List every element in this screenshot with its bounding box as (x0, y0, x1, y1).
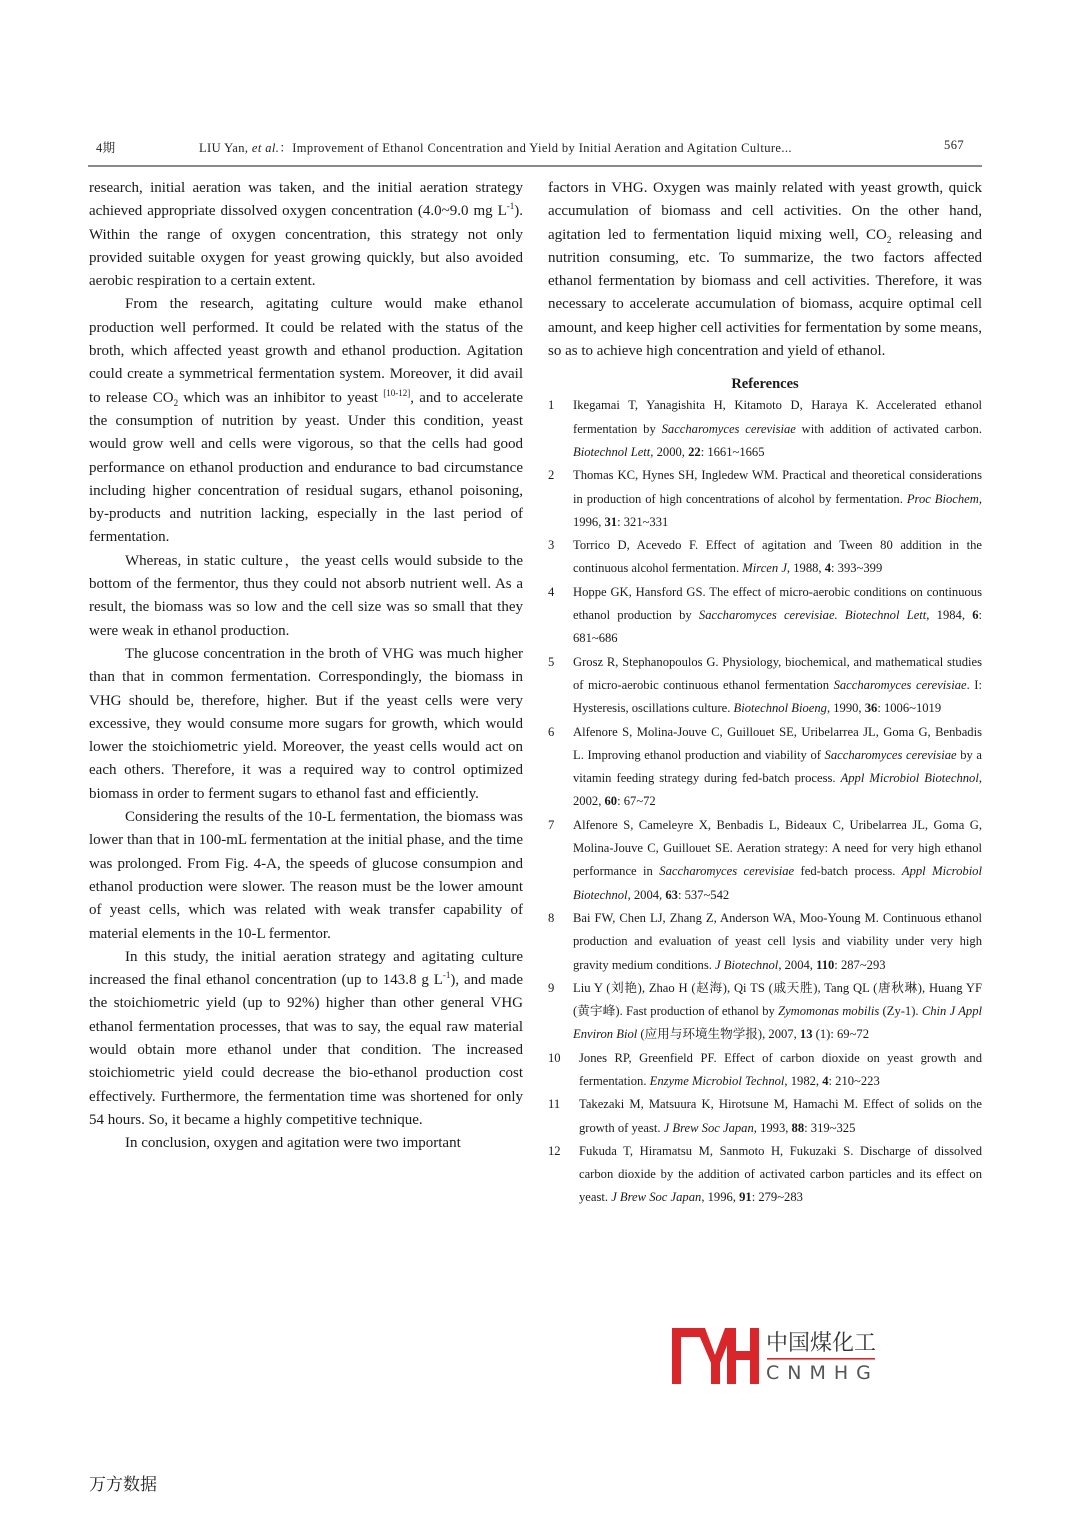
reference-journal: Enzyme Microbiol Technol (649, 1073, 785, 1088)
reference-text: Bai FW, Chen LJ, Zhang Z, Anderson WA, Moo-Young M. Continuous ethanol production and evaluation of yeast cell lysis and viability under very high gravity medium conditions. (573, 910, 982, 972)
reference-journal: Biotechnol Lett, (573, 444, 654, 459)
reference-year: , 1996, (701, 1190, 740, 1205)
running-header (88, 138, 974, 156)
reference-species: Zymomonas mobilis (778, 1004, 880, 1019)
superscript: -1 (506, 201, 515, 212)
reference-text: Hoppe GK, Hansford GS. The effect of micro-aerobic conditions on continuous ethanol production by (573, 584, 982, 623)
reference-text: Fukuda T, Hiramatsu M, Sanmoto H, Fukuzaki S. Discharge of dissolved carbon dioxide by the addition of activated carbon particles and its effect on yeast. (579, 1143, 982, 1205)
cnmhg-logo (670, 1325, 880, 1385)
reference-volume: 110 (816, 957, 835, 972)
reference-species: Saccharomyces cerevisiae (824, 747, 957, 762)
paragraph (89, 946, 523, 1132)
reference-text: Torrico D, Acevedo F. Effect of agitation and Tween 80 addition in the continuous alcohol fermentation. (573, 538, 982, 576)
reference-item (548, 977, 982, 1047)
reference-text: Ikegamai T, Yanagishita H, Kitamoto D, Haraya K. Accelerated ethanol fermentation by (573, 398, 982, 436)
reference-text: (Zy-1). (879, 1004, 922, 1019)
reference-pages: : 681~686 (573, 608, 983, 646)
reference-volume: 36 (864, 701, 878, 716)
reference-year: , 2002, (573, 771, 982, 809)
reference-year: , 2004, (778, 957, 817, 972)
reference-year: , 1993, (753, 1120, 792, 1135)
reference-volume: 88 (791, 1120, 805, 1135)
citation[interactable]: [10-12] (383, 387, 411, 398)
reference-pages: : 393~399 (831, 561, 883, 576)
text: ). Within the range of oxygen concentration, this strategy not only provided suitable oxygen for yeast growing quickly, but also avoided aerobic respiration to a certain extent. (89, 203, 523, 290)
reference-number: 5 (548, 654, 555, 669)
paragraph: Whereas, in static culture，the yeast cells would subside to the bottom of the fermentor, thus they could not absorb nutrient well. As a result, the biomass was so low and the cell size was so small that they were weak in ethanol production. (89, 552, 523, 639)
reference-text: Liu Y (刘艳), Zhao H (赵海), Qi TS (戚天胜), Tang QL (唐秋琳), Huang YF (黄宇峰). Fast production of ethanol by (573, 980, 982, 1019)
header-title: Improvement of Ethanol Concentration and Yield by Initial Aeration and Agitation Culture... (292, 141, 792, 155)
reference-journal: Biotechnol Bioeng (733, 701, 827, 716)
header-authors: LIU Yan, (199, 141, 252, 155)
watermark: 万方数据 (89, 1475, 157, 1495)
reference-pages: : 1006~1019 (877, 701, 942, 716)
reference-journal: Proc Biochem, (906, 491, 982, 506)
subscript: 2 (173, 397, 179, 408)
reference-number: 9 (548, 980, 555, 995)
reference-number: 3 (548, 538, 555, 553)
text: ), and made the stoichiometric yield (up to 92%) higher than other general VHG ethanol fermentation processes, that was to say, the equal raw material would obtain more ethanol under that condition. The increased stoichiometric yield could decrease the bio-ethanol production cost effectively. Furthermore, the fermentation time was shortened for only 54 hours. So, it became a highly competitive technique. (89, 972, 523, 1128)
reference-text: Takezaki M, Matsuura K, Hirotsune M, Hamachi M. Effect of solids on the growth of yeast. (579, 1097, 982, 1135)
superscript: -1 (442, 970, 451, 981)
logo-divider (767, 1358, 875, 1360)
reference-year: (应用与环境生物学报), 2007, (637, 1027, 800, 1042)
issue-number: 4期 (96, 141, 116, 155)
reference-journal: Appl Microbiol Biotechnol (840, 771, 979, 786)
reference-journal: Chin J Appl Environ Biol (573, 1004, 983, 1042)
subscript: 2 (886, 234, 892, 245)
reference-text: Thomas KC, Hynes SH, Ingledew WM. Practical and theoretical considerations in production of high concentrations of alcohol by fermentation. (573, 468, 982, 506)
right-column (548, 177, 982, 1210)
reference-number: 6 (548, 724, 555, 739)
reference-pages: : 287~293 (834, 957, 886, 972)
reference-item (548, 464, 982, 534)
logo-chinese-text: 中国煤化工 (766, 1331, 877, 1356)
paragraph (548, 177, 982, 363)
reference-year: 1996, (573, 514, 605, 529)
reference-item (548, 1140, 982, 1210)
reference-number: 10 (548, 1050, 561, 1065)
reference-volume: 31 (604, 514, 618, 529)
header-separator: ： (279, 141, 293, 155)
text: research, initial aeration was taken, and the initial aeration strategy achieved appropriate dissolved oxygen concentration (4.0~9.0 mg L (89, 180, 523, 220)
text: which was an inhibitor to yeast (178, 389, 384, 406)
reference-species: Saccharomyces cerevisiae (659, 864, 795, 879)
reference-text: . I: Hysteresis, oscillations culture. (573, 677, 982, 716)
header-rule (88, 165, 982, 167)
references-heading: References (731, 376, 799, 393)
logo-stroke (750, 1328, 759, 1384)
reference-item (548, 534, 982, 581)
reference-year: 2000, (653, 444, 689, 459)
paragraph: The glucose concentration in the broth of VHG was much higher than that in common fermentation. Correspondingly, the biomass in VHG should be, therefore, higher. But if the yeast cells were very excessive, they would consume more sugars for growth, which would lower the stoichiometric yield. Moreover, the yeast cells would act on each others. Therefore, it was a required way to control optimized biomass in order to ferment sugars to ethanol fast and efficiently. (89, 645, 523, 802)
reference-volume: 63 (665, 887, 678, 902)
left-column (89, 177, 523, 1155)
reference-volume: 22 (688, 444, 701, 459)
reference-species: Saccharomyces cerevisiae (833, 677, 967, 692)
page-number: 567 (944, 138, 964, 152)
reference-pages: : 321~331 (617, 514, 669, 529)
reference-year: , 2004, (627, 887, 666, 902)
reference-volume: 4 (822, 1073, 829, 1088)
reference-number: 8 (548, 910, 555, 925)
reference-text: Grosz R, Stephanopoulos G. Physiology, biochemical, and mathematical studies of micro-aerobic continuous ethanol fermentation (573, 654, 982, 692)
reference-item (548, 1047, 982, 1094)
reference-pages: : 279~283 (751, 1190, 803, 1205)
running-title (199, 138, 792, 156)
reference-number: 1 (548, 398, 555, 413)
reference-number: 7 (548, 817, 555, 832)
reference-number: 12 (548, 1143, 561, 1158)
mh-mark (672, 1328, 759, 1384)
reference-pages: : 537~542 (677, 887, 730, 902)
reference-text: fed-batch process. (794, 864, 902, 879)
reference-item (548, 721, 982, 814)
reference-number: 4 (548, 584, 555, 599)
reference-volume: 4 (824, 561, 831, 576)
reference-year: , 1990, (826, 701, 865, 716)
reference-item (548, 1093, 982, 1140)
reference-volume: 13 (799, 1027, 813, 1042)
logo-english-text: CNMHG (766, 1362, 879, 1384)
reference-item (548, 651, 982, 721)
reference-year: , 1988, (786, 561, 825, 576)
reference-pages: : 1661~1665 (700, 444, 765, 459)
reference-number: 2 (548, 468, 555, 483)
reference-pages: : 67~72 (617, 794, 656, 809)
reference-number: 11 (548, 1097, 561, 1112)
reference-pages: : 319~325 (804, 1120, 856, 1135)
paragraph (89, 177, 523, 293)
reference-volume: 91 (739, 1190, 752, 1205)
reference-text: by a vitamin feeding strategy during fed-batch process. (573, 747, 983, 786)
text: , and to accelerate the consumption of nutrition by yeast. Under this condition, yeast would grow well and cells were vigorous, so that the cells had good performance on ethanol production and endurance to bad circumstance including higher concentration of residual sugars, ethanol poisoning, by-products and nutrition lacking, especially in the last period of fermentation. (89, 389, 524, 546)
text: From the research, agitating culture would make ethanol production well performed. It could be related with the status of the broth, which affected yeast growth and ethanol production. Agitation could create a symmetrical fermentation system. Moreover, it did avail to release CO (89, 296, 523, 406)
header-et-al: et al. (251, 141, 280, 155)
reference-list (548, 394, 982, 1209)
reference-journal: Appl Microbiol Biotechnol (573, 864, 982, 902)
reference-journal: J Brew Soc Japan (663, 1120, 754, 1135)
reference-pages: (1): 69~72 (812, 1027, 869, 1042)
reference-species: Saccharomyces cerevisiae. Biotechnol Lett (698, 608, 927, 623)
reference-item (548, 581, 982, 651)
mh-logo-icon (670, 1325, 880, 1385)
reference-text: Alfenore S, Cameleyre X, Benbadis L, Bideaux C, Uribelarrea JL, Goma G, Molina-Jouve C, Guillouet SE. Aeration strategy: A need for very high ethanol performance in (573, 817, 982, 879)
text: factors in VHG. Oxygen was mainly related with yeast growth, quick accumulation of biomass and cell activities. On the other hand, agitation led to fermentation liquid mixing well, CO (548, 180, 982, 243)
reference-journal: Mircen J (742, 561, 787, 576)
reference-journal: J Biotechnol (715, 957, 779, 972)
paragraph: In conclusion, oxygen and agitation were two important (125, 1135, 461, 1152)
reference-text: with addition of activated carbon. (795, 421, 982, 436)
text: releasing and nutrition consuming, etc. To summarize, the two factors affected ethanol fermentation by biomass and cell activities. Therefore, it was necessary to accelerate accumulation of biomass, acquire optimal cell amount, and keep higher cell activities for fermentation by some means, so as to achieve high concentration and yield of ethanol. (548, 226, 982, 360)
paragraph (89, 293, 523, 549)
reference-pages: : 210~223 (828, 1073, 880, 1088)
reference-text: Jones RP, Greenfield PF. Effect of carbon dioxide on yeast growth and fermentation. (579, 1050, 982, 1088)
reference-year: , 1982, (784, 1073, 823, 1088)
reference-item (548, 907, 982, 977)
reference-year: , 1984, (926, 608, 973, 623)
reference-journal: J Brew Soc Japan (611, 1190, 702, 1205)
paragraph: Considering the results of the 10-L fermentation, the biomass was lower than that in 100-mL fermentation at the initial phase, and the time was prolonged. From Fig. 4-A, the speeds of glucose consumpion and ethanol production were slower. The reason must be the lower amount of yeast cells, which was related with weak transfer capability of material elements in the 10-L fermentor. (89, 809, 523, 942)
reference-text: Alfenore S, Molina-Jouve C, Guillouet SE, Uribelarrea JL, Goma G, Benbadis L. Improving ethanol production and viability of (573, 724, 982, 762)
reference-item (548, 814, 982, 907)
text: In this study, the initial aeration strategy and agitating culture increased the final ethanol concentration (up to 143.8 g L (89, 948, 523, 989)
reference-volume: 6 (972, 608, 979, 623)
reference-volume: 60 (604, 794, 618, 809)
reference-item (548, 394, 982, 464)
reference-species: Saccharomyces cerevisiae (661, 421, 796, 436)
